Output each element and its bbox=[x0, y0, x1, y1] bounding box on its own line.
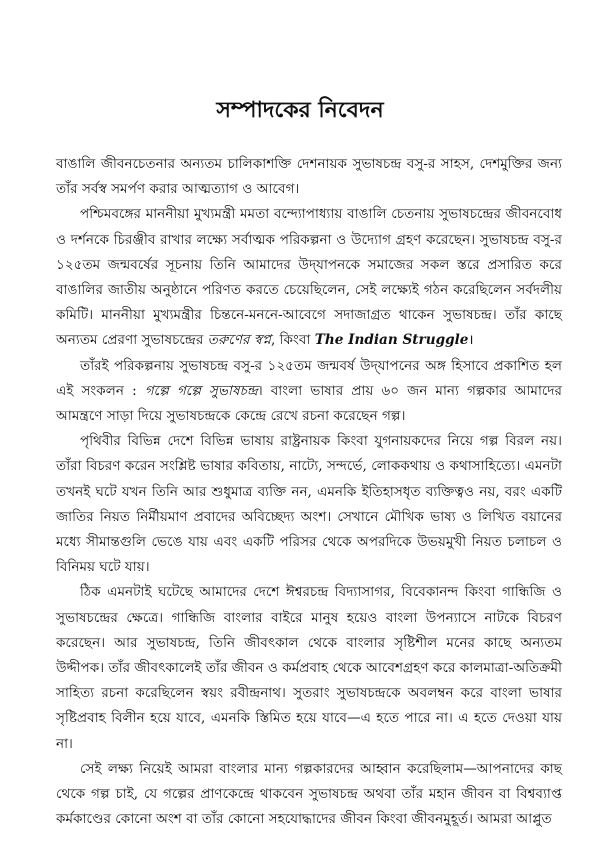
paragraph-2-mid: , কিংবা bbox=[271, 332, 315, 349]
page-title: সম্পাদকের নিবেদন bbox=[216, 97, 384, 123]
paragraph-1 bbox=[56, 152, 562, 202]
paragraph-3 bbox=[56, 354, 562, 430]
paragraph-4-text: পৃথিবীর বিভিন্ন দেশে বিভিন্ন ভাষায় রাষ্ট্রনায়ক কিংবা যুগনায়কদের নিয়ে গল্প বিরল নয়। তাঁরা বিচরণ করেন সংশ্লিষ্ট ভাষার কবিতায়, নাট্যে, সন্দর্ভে, লোককথায় ও কথাসাহিত্যে। এমনটা তখনই ঘটে যখন তিনি আর শুধুমাত্র ব্যক্তি নন, এমনকি ইতিহাসধৃত ব্যক্তিত্বও নয়, বরং একটি জাতির নিয়ত নির্মীয়মাণ প্রবাদের অবিচ্ছেদ্য অংশ। সেখানে মৌখিক ভাষ্য ও লিখিত বয়ানের মধ্যে সীমান্তগুলি ভেঙে যায় এবং একটি পরিসর থেকে অপরদিকে উভয়মুখী নিয়ত চলাচল ও বিনিময় ঘটে যায়। bbox=[56, 433, 562, 576]
book-title-indian-struggle: The Indian Struggle bbox=[314, 332, 469, 349]
collection-title: গল্পে গল্পে সুভাষচন্দ্র bbox=[144, 382, 258, 399]
paragraph-3-text: তাঁরই পরিকল্পনায় সুভাষচন্দ্র বসু-র ১২৫তম জন্মবর্ষ উদ্‌যাপনের অঙ্গ হিসাবে প্রকাশিত হল এই সংকলন : bbox=[56, 357, 562, 399]
paragraph-2-text: পশ্চিমবঙ্গের মাননীয়া মুখ্যমন্ত্রী মমতা বন্দ্যোপাধ্যায় বাঙালি চেতনায় সুভাষচন্দ্রের জীবনবোধ ও দর্শনকে চিরঞ্জীব রাখার লক্ষ্যে সর্বাত্মক পরিকল্পনা ও উদ্যোগ গ্রহণ করেছেন। সুভাষচন্দ্র বসু-র ১২৫তম জন্মবর্ষের সূচনায় তিনি আমাদের উদ্‌যাপনকে সমাজের সকল স্তরে প্রসারিত করে বাঙালির জাতীয় অনুষ্ঠানে পরিণত করতে চেয়েছিলেন, সেই লক্ষ্যেই গঠন করেছিলেন সর্বদলীয় কমিটি। মাননীয়া মুখ্যমন্ত্রীর চিন্তনে-মননে-আবেগে সদাজাগ্রত থাকেন সুভাষচন্দ্র। তাঁর কাছে অন্যতম প্রেরণা সুভাষচন্দ্রের bbox=[56, 206, 562, 349]
book-title-torune-swapna: তরুণের স্বপ্ন bbox=[207, 332, 271, 349]
paragraph-6-text: সেই লক্ষ্য নিয়েই আমরা বাংলার মান্য গল্পকারদের আহ্বান করেছিলাম—আপনাদের কাছ থেকে গল্প চাই, যে গল্পের প্রাণকেন্দ্রে থাকবেন সুভাষচন্দ্র অথবা তাঁর মহান জীবন বা বিশ্বব্যাপ্ত কর্মকাণ্ডের কোনো অংশ বা তাঁর কোনো সহযোদ্ধাদের জীবন কিংবা জীবনমুহূর্ত। আমরা আপ্লুত bbox=[56, 760, 562, 828]
paragraph-2 bbox=[56, 202, 562, 353]
paragraph-2-tail: । bbox=[468, 332, 474, 349]
paragraph-5-text: ঠিক এমনটাই ঘটেছে আমাদের দেশে ঈশ্বরচন্দ্র বিদ্যাসাগর, বিবেকানন্দ কিংবা গান্ধিজি ও সুভাষচন্দ্রের ক্ষেত্রে। গান্ধিজি বাংলার বাইরে মানুষ হয়েও বাংলা উপন্যাসে নাটকে বিচরণ করেছেন। আর সুভাষচন্দ্র, তিনি জীবৎকাল থেকে বাংলার সৃষ্টিশীল মনের কাছে অন্যতম উদ্দীপক। তাঁর জীবৎকালেই তাঁর জীবন ও কর্মপ্রবাহ থেকে আবেশগ্রহণ করে কালমাত্রা-অতিক্রমী সাহিত্য রচনা করেছিলেন স্বয়ং রবীন্দ্রনাথ। সুতরাং সুভাষচন্দ্রকে অবলম্বন করে বাংলা ভাষার সৃষ্টিপ্রবাহ বিলীন হয়ে যাবে, এমনকি স্তিমিত হয়ে যাবে—এ হতে পারে না। এ হতে দেওয়া যায় না। bbox=[56, 584, 562, 752]
paragraph-5 bbox=[56, 580, 562, 756]
paragraph-1-text: বাঙালি জীবনচেতনার অন্যতম চালিকাশক্তি দেশনায়ক সুভাষচন্দ্র বসু-র সাহস, দেশমুক্তির জন্য তাঁর সর্বস্ব সমর্পণ করার আত্মত্যাগ ও আবেগ। bbox=[56, 156, 562, 198]
paragraph-6 bbox=[56, 757, 562, 833]
body-text bbox=[56, 152, 562, 832]
paragraph-4 bbox=[56, 429, 562, 580]
paragraph-3-tail: । বাংলা ভাষার প্রায় ৬০ জন মান্য গল্পকার আমাদের আমন্ত্রণে সাড়া দিয়ে সুভাষচন্দ্রকে কেন্দ্রে রেখে রচনা করেছেন গল্প। bbox=[56, 382, 562, 425]
